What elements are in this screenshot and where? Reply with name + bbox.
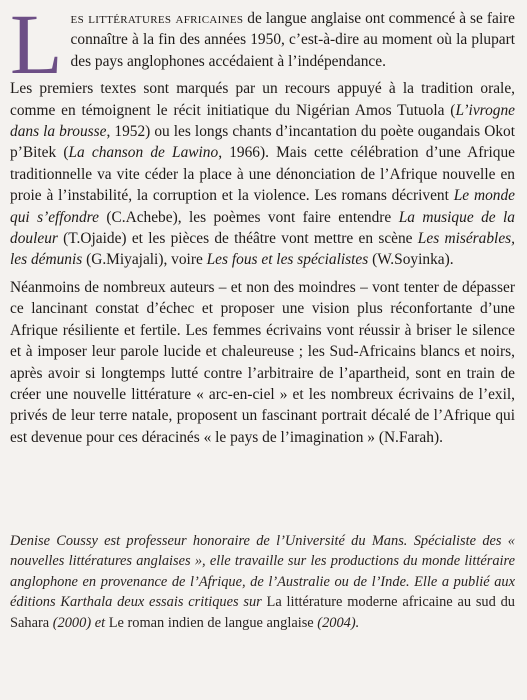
p2-title-5: Les misérables, les démunis: [10, 230, 515, 269]
main-text: [10, 0, 516, 448]
paragraph-1-text: de langue anglaise ont commencé à se faire connaître à la fin des années 1950, c’est-à-dire au moment où la plupart des pays anglophones accédaient à l’indépendance.: [70, 10, 516, 70]
p2-title-3: Le monde qui s’effondre: [10, 187, 516, 226]
p2-text-3: , 1966). Mais cette célébration d’une Afrique traditionnelle va vite céder la place à une dénonciation de l’Afrique nouvelle en proie à l’instabilité, la corruption et la violence. Les romans décrivent: [10, 144, 516, 205]
p2-title-6: Les fous et les spécialistes: [206, 251, 369, 269]
drop-cap: L: [10, 0, 63, 92]
p2-text-5: (T.Ojaide) et les pièces de théâtre vont mettre en scène: [57, 230, 418, 248]
p2-title-4: La musique de la douleur: [10, 208, 515, 248]
author-bio: [10, 531, 515, 633]
p2-text-7: (W.Soyinka).: [368, 251, 454, 269]
paragraph-1: [10, 0, 516, 92]
p2-text-1: Les premiers textes sont marqués par un recours appuyé à la tradition orale, comme en témoignent le récit initiatique du Nigérian Amos Tutuola (: [10, 80, 515, 119]
bio-book-title-1: La littérature moderne africaine au sud du Sahara: [10, 594, 515, 631]
paragraph-2: [10, 78, 515, 271]
bio-book-title-2: Le roman indien de langue anglaise: [108, 614, 314, 631]
paragraph-3: Néanmoins de nombreux auteurs – et non des moindres – vont tenter de dépasser ce lancinant constat d’échec et proposer une vision plus réconfortante d’une Afrique résiliente et fertile. Les femmes écrivains vont réussir à briser le silence et à imposer leur parole lucide et chaleureuse ; les Sud-Africains blancs et noirs, après avoir si longtemps lutté contre l’arbitraire de l’apartheid, sont en train de créer une nouvelle littérature « arc-en-ciel » et les nombreux écrivains de l’exil, privés de leur terre natale, proposent un fascinant portrait décalé de l’Afrique qui est devenue pour ces déracinés « le pays de l’imagination » (N.Farah).: [10, 278, 515, 446]
bio-text-3: (2004).: [313, 614, 360, 631]
p2-text-2: , 1952) ou les longs chants d’incantation du poète ougandais Okot p’Bitek (: [10, 123, 515, 162]
p2-title-1: L’ivrogne dans la brousse: [10, 101, 515, 141]
bio-text-2: (2000) et: [49, 614, 109, 631]
p2-text-6: (G.Miyajali), voire: [82, 251, 207, 269]
lead-in-small-caps: es littératures africaines: [70, 10, 244, 27]
p2-title-2: La chanson de Lawino: [68, 144, 219, 162]
p2-text-4: (C.Achebe), les poèmes vont faire entendre: [98, 208, 399, 226]
bio-text-1: Denise Coussy est professeur honoraire de l’Université du Mans. Spécialiste des « nouvelles littératures anglaises », elle travaille sur les productions du monde littéraire anglophone en provenance de l’Afrique, de l’Australie ou de l’Inde. Elle a publié aux éditions Karthala deux essais critiques sur: [10, 533, 515, 611]
